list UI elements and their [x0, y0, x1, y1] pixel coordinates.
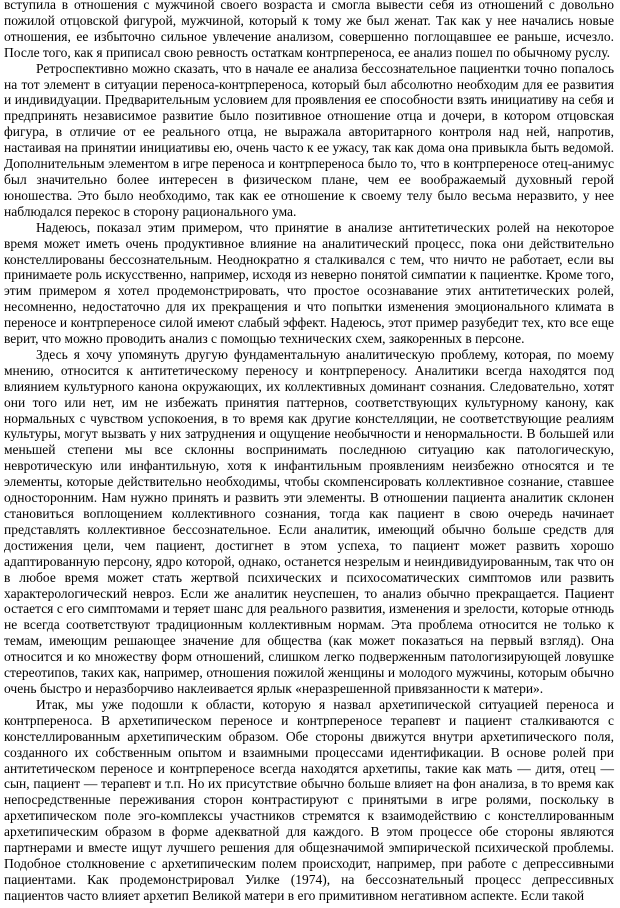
paragraph: Надеюсь, показал этим примером, что принятие в анализе антитетических ролей на некоторое время может иметь очень продуктивное влияние на аналитический процесс, пока они действительно констеллированы бессознательным. Неоднократно я сталкивался с тем, что ничто не работает, если вы принимаете роль искусственно, например, исходя из неверно понятой симпатии к пациентке. Кроме того, этим примером я хотел продемонстрировать, что простое осознавание этих антитетических ролей, несомненно, недостаточно для их прекращения и что попытки изменения эмоционального климата в переносе и контрпереносе силой имеют слабый эффект. Надеюсь, этот пример разубедит тех, кто все еще верит, что можно проводить анализ с помощью технических схем, заякоренных в персоне. — [4, 219, 614, 347]
paragraph: вступила в отношения с мужчиной своего возраста и смогла вывести себя из отношений с довольно пожилой отцовской фигурой, мужчиной, который к тому же был женат. Так как у нее начались новые отношения, ее избыточно сильное увлечение анализом, совершенно поглощавшее ее раньше, исчезло. После того, как я приписал свою ревность остаткам контрпереноса, ее анализ пошел по обычному руслу. — [4, 0, 614, 60]
paragraph: Итак, мы уже подошли к области, которую я назвал архетипической ситуацией переноса и контрпереноса. В архетипическом переносе и контрпереносе терапевт и пациент сталкиваются с констеллированным архетипическим образом. Обе стороны движутся внутри архетипического поля, созданного их собственным опытом и взаимными процессами идентификации. В основе ролей при антитетическом переносе и контрпереносе всегда находятся архетипы, такие как мать — дитя, отец — сын, пациент — терапевт и т.п. Но их присутствие обычно больше влияет на фон анализа, в то время как непосредственные переживания сторон контрастируют с принятыми в игре ролями, поскольку в архетипическом поле эго-комплексы участников стремятся к взаимодействию с констеллированным архетипическим образом в форме адекватной для каждого. В этом процессе обе стороны являются партнерами и вместе ищут лучшего решения для общезначимой эмпирической психической проблемы. Подобное столкновение с архетипическим полем происходит, например, при работе с депрессивными пациентами. Как продемонстрировал Уилке (1974), на бессознательный процесс депрессивных пациентов часто влияет архетип Великой матери в его примитивном негативном аспекте. Если такой — [4, 696, 614, 903]
paragraph: Ретроспективно можно сказать, что в начале ее анализа бессознательное пациентки точно попалось на тот элемент в ситуации переноса-контрпереноса, который был абсолютно необходим для ее развития и индивидуации. Предварительным условием для проявления ее способности взять инициативу на себя и предпринять независимое развитие было позитивное отношение отца и дочери, в котором отцовская фигура, в отличие от ее реального отца, не выражала авторитарного контроля над ней, напротив, настаивая на принятии инициативы ею, очень часто к ее ужасу, так как дома она привыкла быть ведомой. Дополнительным элементом в игре переноса и контрпереноса было то, что в контрпереносе отец-анимус был значительно более интересен в физическом плане, чем ее воображаемый духовный герой юношества. Это было необходимо, так как ее отношение к своему телу было весьма неразвито, у нее наблюдался перекос в сторону рационального ума. — [4, 60, 614, 219]
paragraph: Здесь я хочу упомянуть другую фундаментальную аналитическую проблему, которая, по моему мнению, относится к антитетическому переносу и контрпереносу. Аналитики всегда находятся под влиянием культурного канона окружающих, их коллективных доминант сознания. Следовательно, хотят они того или нет, им не избежать принятия паттернов, соответствующих культурному канону, как нормальных с чувством успокоения, в то время как другие констелляции, не соответствующие реалиям культуры, могут вызвать у них затруднения и ощущение необычности и ненормальности. В большей или меньшей степени мы все склонны воспринимать последнюю ситуацию как патологическую, невротическую или инфантильную, хотя к инфантильным проявлениям неизбежно относятся и те элементы, которые действительно необходимы, чтобы скомпенсировать коллективное сознание, ставшее односторонним. Нам нужно принять и развить эти элементы. В отношении пациента аналитик склонен становиться воплощением коллективного сознания, тогда как пациент в свою очередь начинает представлять коллективное бессознательное. Если аналитик, имеющий обычно больше средств для достижения цели, чем пациент, достигнет в этом успеха, то пациент может развить хорошо адаптированную персону, ядро которой, однако, останется незрелым и неиндивидуированным, так что он в любое время может стать жертвой психических и психосоматических симптомов или развить характерологический невроз. Если же аналитик неуспешен, то анализ обычно прекращается. Пациент остается с его симптомами и теряет шанс для реального развития, изменения и зрелости, которые отнюдь не всегда соответствуют традиционным коллективным нормам. Эта проблема относится не только к темам, имеющим решающее значение для общества (как может показаться на первый взгляд). Она относится и ко множеству форм отношений, слишком легко подверженным патологизирующей ловушке стереотипов, таких как, например, отношения пожилой женщины и молодого мужчины, которым обычно очень быстро и неразборчиво наклеивается ярлык «неразрешенной привязанности к матери». — [4, 346, 614, 696]
